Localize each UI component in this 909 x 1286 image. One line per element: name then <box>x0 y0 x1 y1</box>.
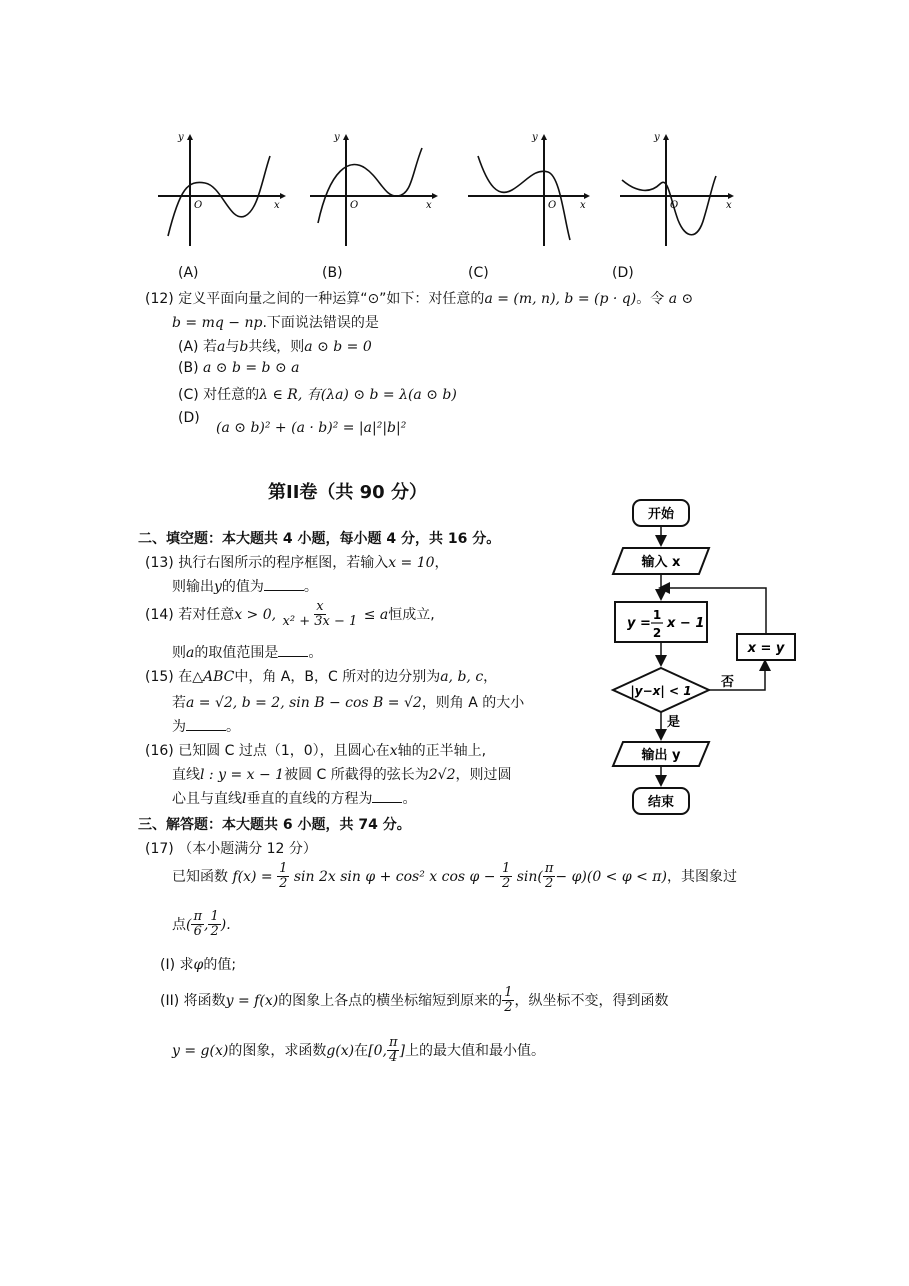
q12-option-c: (C) 对任意的λ ∈ R, 有(λa) ⊙ b = λ(a ⊙ b) <box>178 387 457 403</box>
q13-line2: 则输出y的值为 。 <box>172 576 318 596</box>
program-flowchart <box>605 494 830 819</box>
q17-head: (17) （本小题满分 12 分） <box>145 841 317 857</box>
graph-d-origin: O <box>670 200 679 211</box>
q12-option-b: (B) a ⊙ b = b ⊙ a <box>178 360 300 376</box>
q17-line1: 已知函数 f(x) = $\frac{1}{2}$ sin 2x sin φ + cos² x cos φ − $\frac{1}{2}$ sin( $\frac{\pi}{2}$ − φ)(0 < φ < π)，其图象过 <box>172 861 737 892</box>
graph-label-a: (A) <box>178 265 199 281</box>
q12-line2: b = mq − np.下面说法错误的是 <box>172 315 379 331</box>
q16-line3: 心且与直线l垂直的直线的方程为 。 <box>172 788 416 808</box>
q14-line2: 则a的取值范围是 。 <box>172 642 322 662</box>
q15-blank[interactable] <box>186 716 226 731</box>
graph-b <box>310 132 438 246</box>
graph-a <box>158 132 286 246</box>
graph-d <box>620 132 734 246</box>
graph-a-origin: O <box>194 200 203 211</box>
flow-update-text: x = y <box>747 641 785 656</box>
q12-option-a: (A) 若a与b共线，则a ⊙ b = 0 <box>178 339 372 355</box>
q13-blank[interactable] <box>264 576 304 591</box>
part2-title: 第II卷（共 90 分） <box>268 482 427 503</box>
flow-assign-rhs: x − 1 <box>667 616 705 631</box>
section3-heading: 三、解答题：本大题共 6 小题，共 74 分。 <box>138 817 411 833</box>
q17-part2-line2: y = g(x)的图象，求函数g(x)在[0, $\frac{\pi}{4}$ ]上的最大值和最小值。 <box>172 1035 545 1066</box>
flow-start-text: 开始 <box>647 507 675 522</box>
flow-assign-num: 1 <box>652 608 662 622</box>
q12-option-d-math: (a ⊙ b)² + (a · b)² = |a|²|b|² <box>216 420 407 436</box>
graph-label-d: (D) <box>612 265 634 281</box>
q15-line1: (15) 在△ABC中，角 A，B，C 所对的边分别为a, b, c， <box>145 669 498 685</box>
q12-option-d: (D) <box>178 410 200 426</box>
q14-blank[interactable] <box>278 642 308 657</box>
flow-assign-lhs: y = <box>627 616 651 631</box>
q12-line1: (12) 定义平面向量之间的一种运算“⊙”如下：对任意的a = (m, n), b = (p · q)。令 a ⊙ <box>145 291 694 307</box>
flow-output-text: 输出 y <box>641 748 681 763</box>
graph-c-origin: O <box>548 200 557 211</box>
graph-label-b: (B) <box>322 265 343 281</box>
q15-line3: 为 。 <box>172 716 240 736</box>
q13-line1: (13) 执行右图所示的程序框图，若输入x = 10， <box>145 555 449 571</box>
graph-label-c: (C) <box>468 265 489 281</box>
q16-line2: 直线l : y = x − 1被圆 C 所截得的弦长为2√2，则过圆 <box>172 767 512 783</box>
section2-heading: 二、填空题：本大题共 4 小题，每小题 4 分，共 16 分。 <box>138 531 501 547</box>
q17-line2: 点( $\frac{\pi}{6}$ , $\frac{1}{2}$ ). <box>172 909 231 940</box>
graph-c-y-label: y <box>532 132 538 143</box>
q17-part2-line1: (II) 将函数y = f(x)的图象上各点的横坐标缩短到原来的 $\frac{1}{2}$ ，纵坐标不变，得到函数 <box>160 985 669 1016</box>
flow-yes-label: 是 <box>667 715 681 730</box>
q14-line1: (14) 若对任意x > 0, $\frac{x}{\text{x² + 3x − 1}}$ ≤ a恒成立, <box>145 599 435 630</box>
q15-line2: 若a = √2, b = 2, sin B − cos B = √2，则角 A 的大小 <box>172 695 525 711</box>
graph-c-x-label: x <box>580 200 586 211</box>
flow-no-label: 否 <box>721 675 735 690</box>
graph-c <box>468 132 590 246</box>
graph-a-x-label: x <box>274 200 280 211</box>
flow-end-text: 结束 <box>647 795 675 810</box>
graph-b-origin: O <box>350 200 359 211</box>
graph-d-y-label: y <box>654 132 660 143</box>
q17-part1: (I) 求φ的值; <box>160 957 237 973</box>
q16-line1: (16) 已知圆 C 过点（1，0），且圆心在x轴的正半轴上, <box>145 743 487 759</box>
flow-input-text: 输入 x <box>641 555 681 570</box>
graph-b-y-label: y <box>334 132 340 143</box>
flow-decision-text: |y−x| < 1 <box>630 684 692 698</box>
q16-blank[interactable] <box>372 788 402 803</box>
graph-a-y-label: y <box>178 132 184 143</box>
function-graphs <box>150 128 750 258</box>
q14-fraction: $\frac{x}{\text{x² + 3x − 1}}$ <box>282 599 358 630</box>
graph-b-x-label: x <box>426 200 432 211</box>
graph-d-x-label: x <box>726 200 732 211</box>
flow-assign-den: 2 <box>652 626 662 640</box>
